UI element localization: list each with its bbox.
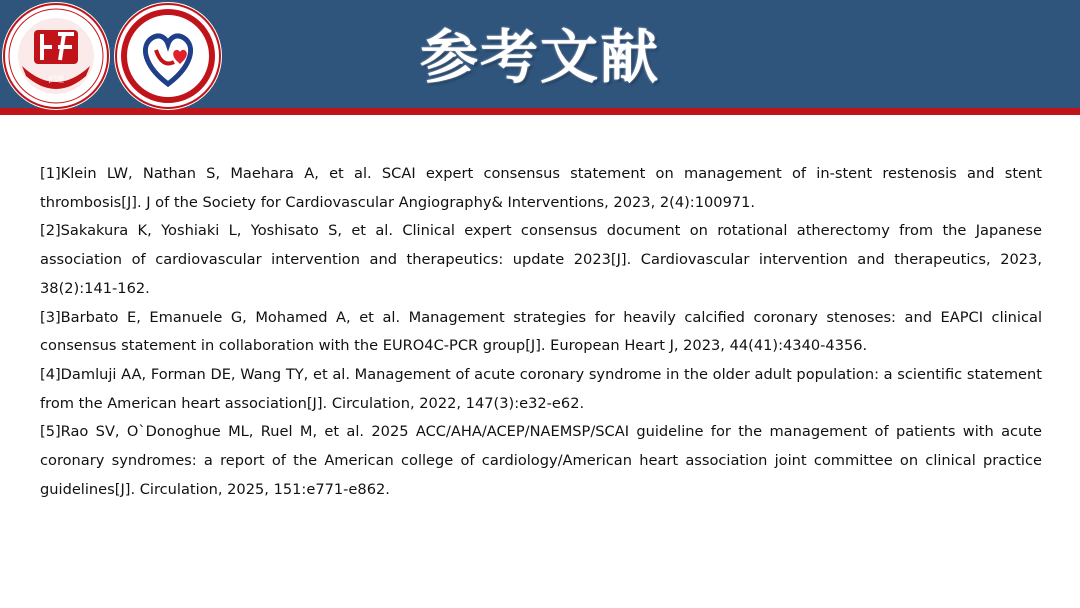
hospital-logo: [2, 2, 110, 110]
hospital-emblem-icon: [2, 2, 110, 110]
department-logo: [114, 2, 222, 110]
svg-text:护理: 护理: [48, 75, 64, 84]
reference-item: [1]Klein LW, Nathan S, Maehara A, et al. SCAI expert consensus statement on management of in-stent restenosis and stent thrombosis[J]. J of the Society for Cardiovascular Angiography& Interventions, 2023, 2(4):100971.: [40, 165, 1042, 211]
reference-list: [40, 160, 1042, 504]
reference-item: [4]Damluji AA, Forman DE, Wang TY, et al. Management of acute coronary syndrome in the older adult population: a scientific statement from the American heart association[J]. Circulation, 2022, 147(3):e32-e62.: [40, 365, 1042, 412]
slide-title: 参考文献: [419, 23, 660, 91]
reference-item: [5]Rao SV, O`Donoghue ML, Ruel M, et al. 2025 ACC/AHA/ACEP/NAEMSP/SCAI guideline for the management of patients with acute coronary syndromes: a report of the American college of cardiology/American heart association joint committee on clinical practice guidelines[J]. Circulation, 2025, 151:e771-e862.: [40, 423, 1042, 498]
reference-item: [3]Barbato E, Emanuele G, Mohamed A, et al. Management strategies for heavily calcified coronary stenoses: and EAPCI clinical consensus statement in collaboration with the EURO4C-PCR group[J]. European Heart J, 2023, 44(41):4340-4356.: [40, 308, 1042, 355]
reference-item: [2]Sakakura K, Yoshiaki L, Yoshisato S, et al. Clinical expert consensus document on rotational atherectomy from the Japanese association of cardiovascular intervention and therapeutics: update 2023[J]. Cardiovascular intervention and therapeutics, 2023, 38(2):141-162.: [40, 222, 1042, 297]
heart-emblem-icon: [114, 2, 222, 110]
